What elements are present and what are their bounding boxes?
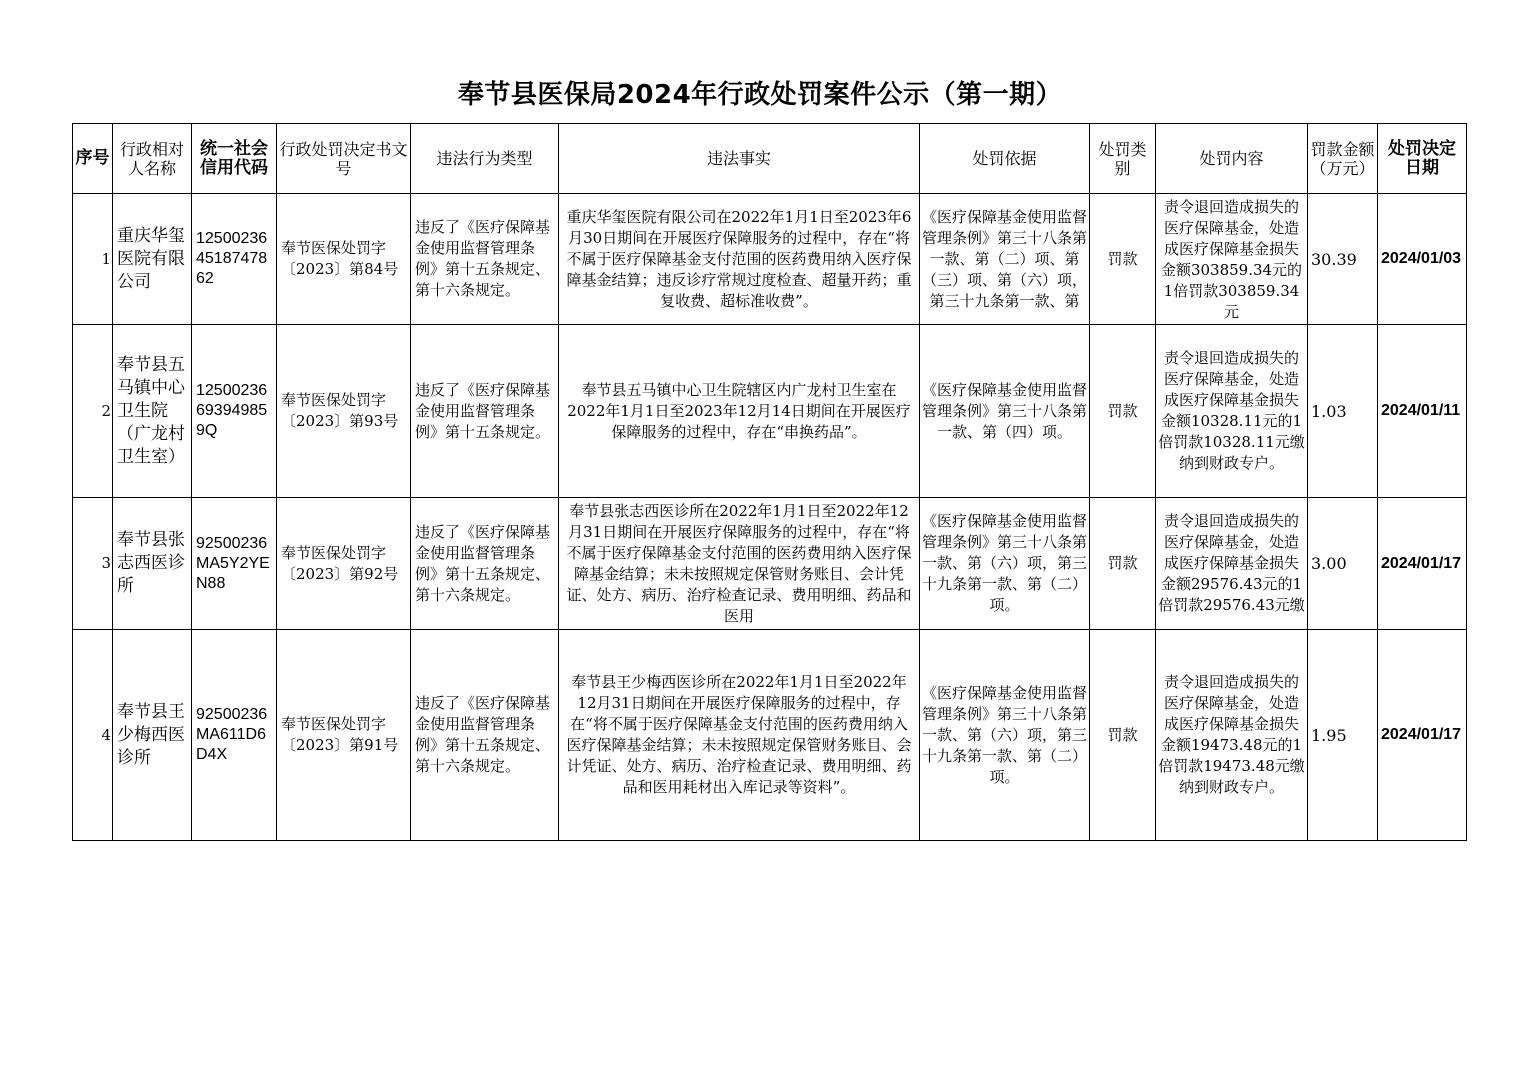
decision-doc-number-cell: [277, 325, 411, 498]
decision-doc-number: 奉节医保处罚字〔2023〕第84号: [281, 239, 399, 278]
violation-type: 违反了《医疗保障基金使用监督管理条例》第十五条规定。: [415, 380, 551, 441]
header-type: 违法行为类型: [411, 124, 559, 194]
decision-doc-number-cell: [277, 630, 411, 841]
decision-date: 2024/01/17: [1381, 554, 1462, 572]
decision-doc-number: 奉节医保处罚字〔2023〕第91号: [281, 715, 399, 754]
header-date: 处罚决定日期: [1378, 124, 1467, 194]
penalty-category: 罚款: [1107, 401, 1138, 420]
decision-doc-number-cell: [277, 498, 411, 630]
violation-fact: 重庆华玺医院有限公司在2022年1月1日至2023年6月30日期间在开展医疗保障服务的过程中，存在“将不属于医疗保障基金支付范围的医药费用纳入医疗保障基金结算；违反诊疗常规过度检查、超量开药；重复收费、超标准收费”。: [566, 207, 912, 310]
decision-date: 2024/01/11: [1381, 402, 1461, 419]
decision-date-cell: [1378, 325, 1467, 498]
penalty-content-cell: [1156, 194, 1308, 325]
fine-amount-cell: [1308, 630, 1378, 841]
penalty-table: [72, 123, 1467, 841]
credit-code-cell: [192, 325, 277, 498]
table-row: [73, 194, 1467, 325]
penalty-category: 罚款: [1107, 554, 1138, 572]
header-content: 处罚内容: [1156, 124, 1308, 194]
violation-fact-cell: [559, 498, 920, 630]
table-header-row: [73, 124, 1467, 194]
decision-date-cell: [1378, 194, 1467, 325]
penalty-basis-cell: [920, 498, 1090, 630]
penalty-category-cell: [1090, 325, 1156, 498]
row-number: 4: [101, 725, 111, 744]
decision-date: 2024/01/17: [1381, 726, 1462, 743]
violation-fact: 奉节县张志西医诊所在2022年1月1日至2022年12月31日期间在开展医疗保障服务的过程中，存在“将不属于医疗保障基金支付范围的医药费用纳入医疗保障基金结算；未未按照规定保管财务账目、会计凭证、处方、病历、治疗检查记录、费用明细、药品和医用: [566, 502, 912, 625]
penalty-category: 罚款: [1107, 725, 1138, 744]
penalty-content: 责令退回造成损失的医疗保障基金，处造成医疗保障基金损失金额303859.34元的1倍罚款303859.34元: [1160, 198, 1303, 321]
violation-type-cell: [411, 498, 559, 630]
penalty-content: 责令退回造成损失的医疗保障基金，处造成医疗保障基金损失金额29576.43元的1倍罚款29576.43元缴: [1158, 512, 1305, 614]
decision-date-cell: [1378, 498, 1467, 630]
penalty-basis-cell: [920, 325, 1090, 498]
violation-type: 违反了《医疗保障基金使用监督管理条例》第十五条规定、第十六条规定。: [415, 522, 551, 604]
penalty-content: 责令退回造成损失的医疗保障基金，处造成医疗保障基金损失金额19473.48元的1倍罚款19473.48元缴纳到财政专户。: [1158, 673, 1305, 796]
credit-code: 125002364518747862: [196, 230, 268, 287]
penalty-category-cell: [1090, 498, 1156, 630]
penalty-basis: 《医疗保障基金使用监督管理条例》第三十八条第一款、第（六）项，第三十九条第一款、第（二）项。: [922, 683, 1087, 786]
row-number: 2: [101, 401, 111, 420]
penalty-basis: 《医疗保障基金使用监督管理条例》第三十八条第一款、第（二）项、第（三）项、第（六）项，第三十九条第一款、第: [922, 207, 1087, 310]
party-name: 奉节县张志西医诊所: [117, 530, 185, 596]
decision-doc-number: 奉节医保处罚字〔2023〕第93号: [281, 391, 399, 430]
party-name-cell: [113, 194, 192, 325]
fine-amount-cell: [1308, 498, 1378, 630]
violation-type: 违反了《医疗保障基金使用监督管理条例》第十五条规定、第十六条规定。: [415, 694, 551, 775]
penalty-content-cell: [1156, 325, 1308, 498]
fine-amount: 1.03: [1311, 401, 1347, 421]
header-doc: 行政处罚决定书文号: [277, 124, 411, 194]
table-row: [73, 498, 1467, 630]
header-category: 处罚类别: [1090, 124, 1156, 194]
credit-code-cell: [192, 630, 277, 841]
violation-type-cell: [411, 325, 559, 498]
party-name: 重庆华玺医院有限公司: [117, 225, 185, 292]
table-row: [73, 630, 1467, 841]
penalty-basis-cell: [920, 194, 1090, 325]
header-no: 序号: [73, 124, 113, 194]
penalty-basis-cell: [920, 630, 1090, 841]
party-name-cell: [113, 498, 192, 630]
header-amount: 罚款金额（万元）: [1308, 124, 1378, 194]
penalty-content-cell: [1156, 630, 1308, 841]
violation-type-cell: [411, 630, 559, 841]
credit-code-cell: [192, 498, 277, 630]
table-row: [73, 325, 1467, 498]
credit-code: 92500236MA5Y2YEN88: [196, 534, 270, 592]
penalty-content-cell: [1156, 498, 1308, 630]
penalty-category: 罚款: [1107, 249, 1138, 268]
penalty-category-cell: [1090, 630, 1156, 841]
row-number: 1: [101, 249, 111, 268]
violation-fact: 奉节县王少梅西医诊所在2022年1月1日至2022年12月31日期间在开展医疗保障服务的过程中，存在“将不属于医疗保障基金支付范围的医药费用纳入医疗保障基金结算；未未按照规定保管财务账目、会计凭证、处方、病历、治疗检查记录、费用明细、药品和医用耗材出入库记录等资料”。: [566, 673, 912, 796]
decision-date: 2024/01/03: [1381, 250, 1462, 267]
fine-amount: 1.95: [1311, 725, 1347, 745]
row-number-cell: [73, 498, 113, 630]
penalty-basis: 《医疗保障基金使用监督管理条例》第三十八条第一款、第（四）项。: [922, 380, 1087, 441]
fine-amount: 3.00: [1311, 554, 1347, 573]
violation-type: 违反了《医疗保障基金使用监督管理条例》第十五条规定、第十六条规定。: [415, 218, 551, 299]
credit-code-cell: [192, 194, 277, 325]
violation-fact-cell: [559, 194, 920, 325]
row-number: 3: [101, 554, 111, 572]
party-name-cell: [113, 630, 192, 841]
decision-doc-number: 奉节医保处罚字〔2023〕第92号: [281, 543, 399, 583]
fine-amount: 30.39: [1311, 249, 1357, 269]
decision-date-cell: [1378, 630, 1467, 841]
party-name: 奉节县五马镇中心卫生院（广龙村卫生室）: [117, 354, 185, 467]
penalty-category-cell: [1090, 194, 1156, 325]
fine-amount-cell: [1308, 325, 1378, 498]
header-fact: 违法事实: [559, 124, 920, 194]
row-number-cell: [73, 630, 113, 841]
violation-fact: 奉节县五马镇中心卫生院辖区内广龙村卫生室在2022年1月1日至2023年12月14日期间在开展医疗保障服务的过程中，存在“串换药品”。: [567, 380, 911, 441]
penalty-content: 责令退回造成损失的医疗保障基金，处造成医疗保障基金损失金额10328.11元的1倍罚款10328.11元缴纳到财政专户。: [1158, 349, 1305, 472]
credit-code: 12500236693949859Q: [196, 382, 268, 439]
header-basis: 处罚依据: [920, 124, 1090, 194]
row-number-cell: [73, 325, 113, 498]
violation-fact-cell: [559, 630, 920, 841]
party-name-cell: [113, 325, 192, 498]
violation-fact-cell: [559, 325, 920, 498]
fine-amount-cell: [1308, 194, 1378, 325]
party-name: 奉节县王少梅西医诊所: [117, 701, 185, 768]
page-title: 奉节县医保局2024年行政处罚案件公示（第一期）: [457, 80, 1063, 110]
violation-type-cell: [411, 194, 559, 325]
credit-code: 92500236MA611D6D4X: [196, 706, 268, 763]
row-number-cell: [73, 194, 113, 325]
header-code: 统一社会信用代码: [192, 124, 277, 194]
decision-doc-number-cell: [277, 194, 411, 325]
penalty-basis: 《医疗保障基金使用监督管理条例》第三十八条第一款、第（六）项，第三十九条第一款、第（二）项。: [922, 512, 1087, 614]
header-party: 行政相对人名称: [113, 124, 192, 194]
